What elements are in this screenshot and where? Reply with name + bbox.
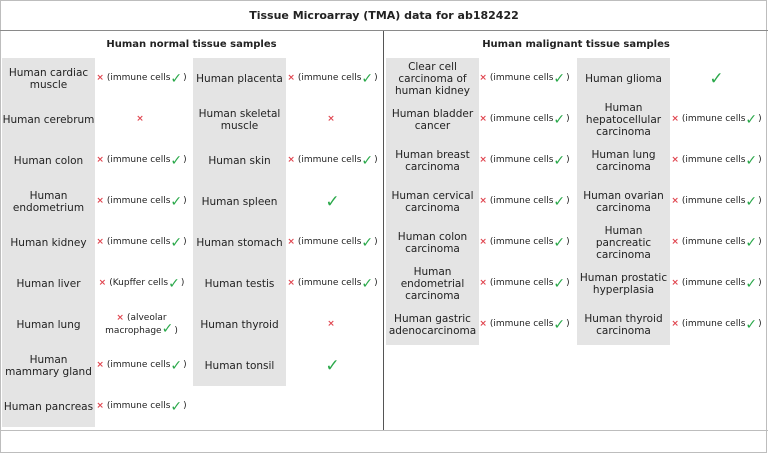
tissue-name-cell: Human cardiac muscle xyxy=(2,58,95,99)
positive-icon: ✓ xyxy=(170,234,183,251)
result-note: (immune cells xyxy=(489,196,554,206)
result-note: (immune cells xyxy=(106,237,171,247)
positive-icon: ✓ xyxy=(553,275,566,292)
malignant-tissue-column-2 xyxy=(577,58,670,345)
malignant-result-column-1 xyxy=(478,58,571,345)
result-cell xyxy=(286,304,379,345)
result-note: macrophage xyxy=(105,325,162,336)
positive-icon: ✓ xyxy=(745,316,758,333)
positive-icon: ✓ xyxy=(170,357,183,374)
result-note-close: ) xyxy=(183,155,187,165)
tissue-name-cell: Clear cell carcinoma of human kidney xyxy=(386,58,479,99)
result-note: (immune cells xyxy=(681,155,746,165)
positive-icon: ✓ xyxy=(361,234,374,251)
tissue-name-cell: Human stomach xyxy=(193,222,286,263)
result-note: (Kupffer cells xyxy=(109,278,169,288)
positive-icon: ✓ xyxy=(325,191,340,212)
positive-icon: ✓ xyxy=(745,111,758,128)
tissue-name-cell: Human colon xyxy=(2,140,95,181)
normal-result-column-2 xyxy=(286,58,379,386)
positive-icon: ✓ xyxy=(170,398,183,415)
result-note-close: ) xyxy=(758,155,762,165)
result-note-close: ) xyxy=(183,196,187,206)
negative-icon: × xyxy=(671,114,679,124)
positive-icon: ✓ xyxy=(553,316,566,333)
positive-icon: ✓ xyxy=(170,152,183,169)
result-cell xyxy=(286,181,379,222)
positive-icon: ✓ xyxy=(709,68,724,89)
result-note-close: ) xyxy=(374,155,378,165)
negative-icon: × xyxy=(479,155,487,165)
result-note: (immune cells xyxy=(681,278,746,288)
result-note-close: ) xyxy=(566,114,570,124)
result-note-close: ) xyxy=(566,196,570,206)
positive-icon: ✓ xyxy=(553,234,566,251)
tissue-name-cell: Human endometrium xyxy=(2,181,95,222)
result-cell xyxy=(95,263,188,304)
result-note-close: ) xyxy=(758,278,762,288)
normal-tissue-column-1 xyxy=(2,58,95,427)
negative-icon: × xyxy=(479,278,487,288)
result-note-close: ) xyxy=(180,278,185,288)
positive-icon: ✓ xyxy=(170,70,183,87)
tissue-name-cell: Human testis xyxy=(193,263,286,304)
result-note: (immune cells xyxy=(106,73,171,83)
result-note-close: ) xyxy=(566,319,570,329)
negative-icon: × xyxy=(287,155,295,165)
negative-icon: × xyxy=(96,155,104,165)
tissue-name-cell: Human skeletal muscle xyxy=(193,99,286,140)
result-note: (immune cells xyxy=(297,278,362,288)
negative-icon: × xyxy=(287,278,295,288)
result-note-close: ) xyxy=(374,73,378,83)
tissue-name-cell: Human mammary gland xyxy=(2,345,95,386)
normal-result-column-1 xyxy=(95,58,188,427)
result-cell xyxy=(670,99,763,140)
positive-icon: ✓ xyxy=(161,320,174,337)
negative-icon: × xyxy=(136,114,144,124)
result-cell xyxy=(478,263,571,304)
result-note: (immune cells xyxy=(106,360,171,370)
tissue-name-cell: Human pancreas xyxy=(2,386,95,427)
result-note: (immune cells xyxy=(489,114,554,124)
result-cell xyxy=(670,263,763,304)
positive-icon: ✓ xyxy=(553,193,566,210)
negative-icon: × xyxy=(96,196,104,206)
positive-icon: ✓ xyxy=(553,70,566,87)
tissue-name-cell: Human cervical carcinoma xyxy=(386,181,479,222)
negative-icon: × xyxy=(116,312,124,323)
result-note-close: ) xyxy=(374,237,378,247)
tissue-name-cell: Human spleen xyxy=(193,181,286,222)
result-note: (immune cells xyxy=(489,237,554,247)
result-note-close: ) xyxy=(183,401,187,411)
result-note: (immune cells xyxy=(489,278,554,288)
tissue-name-cell: Human kidney xyxy=(2,222,95,263)
negative-icon: × xyxy=(327,319,335,329)
result-cell xyxy=(478,58,571,99)
normal-section-heading: Human normal tissue samples xyxy=(106,39,277,50)
result-cell xyxy=(95,99,188,140)
tissue-name-cell: Human lung xyxy=(2,304,95,345)
negative-icon: × xyxy=(287,73,295,83)
result-note-close: ) xyxy=(566,237,570,247)
tissue-name-cell: Human liver xyxy=(2,263,95,304)
result-note-close: ) xyxy=(374,278,378,288)
negative-icon: × xyxy=(96,237,104,247)
positive-icon: ✓ xyxy=(170,193,183,210)
negative-icon: × xyxy=(98,278,107,288)
result-note-close: ) xyxy=(758,196,762,206)
result-note-close: ) xyxy=(758,319,762,329)
positive-icon: ✓ xyxy=(745,275,758,292)
tissue-name-cell: Human pancreatic carcinoma xyxy=(577,222,670,263)
result-cell xyxy=(478,181,571,222)
tissue-name-cell: Human glioma xyxy=(577,58,670,99)
result-note: (immune cells xyxy=(681,237,746,247)
result-cell xyxy=(95,140,188,181)
result-note: (immune cells xyxy=(489,155,554,165)
malignant-result-column-2 xyxy=(670,58,763,345)
positive-icon: ✓ xyxy=(553,152,566,169)
negative-icon: × xyxy=(96,73,104,83)
result-cell xyxy=(478,140,571,181)
tissue-name-cell: Human gastric adenocarcinoma xyxy=(386,304,479,345)
result-note: (immune cells xyxy=(489,73,554,83)
negative-icon: × xyxy=(479,73,487,83)
negative-icon: × xyxy=(479,237,487,247)
tissue-name-cell: Human colon carcinoma xyxy=(386,222,479,263)
result-note: (immune cells xyxy=(681,114,746,124)
tissue-name-cell: Human thyroid xyxy=(193,304,286,345)
result-note: (immune cells xyxy=(297,237,362,247)
result-note-close: ) xyxy=(758,237,762,247)
positive-icon: ✓ xyxy=(168,275,180,292)
result-cell xyxy=(286,222,379,263)
malignant-tissue-column-1 xyxy=(386,58,479,345)
negative-icon: × xyxy=(479,196,487,206)
normal-tissue-column-2 xyxy=(193,58,286,386)
positive-icon: ✓ xyxy=(361,152,374,169)
result-cell xyxy=(670,140,763,181)
tissue-name-cell: Human breast carcinoma xyxy=(386,140,479,181)
tissue-name-cell: Human skin xyxy=(193,140,286,181)
result-note-close: ) xyxy=(566,73,570,83)
result-note: (immune cells xyxy=(489,319,554,329)
positive-icon: ✓ xyxy=(745,152,758,169)
result-note: (immune cells xyxy=(681,196,746,206)
result-note: (immune cells xyxy=(297,73,362,83)
tissue-name-cell: Human thyroid carcinoma xyxy=(577,304,670,345)
result-note-close: ) xyxy=(174,325,178,336)
positive-icon: ✓ xyxy=(361,70,374,87)
result-note-close: ) xyxy=(183,237,187,247)
section-divider xyxy=(383,31,384,431)
negative-icon: × xyxy=(96,401,104,411)
tissue-name-cell: Human ovarian carcinoma xyxy=(577,181,670,222)
result-note: (immune cells xyxy=(681,319,746,329)
negative-icon: × xyxy=(479,114,487,124)
tissue-name-cell: Human hepatocellular carcinoma xyxy=(577,99,670,140)
tissue-name-cell: Human placenta xyxy=(193,58,286,99)
tissue-name-cell: Human lung carcinoma xyxy=(577,140,670,181)
result-cell xyxy=(95,304,188,345)
negative-icon: × xyxy=(671,319,679,329)
result-cell xyxy=(95,58,188,99)
tissue-name-cell: Human prostatic hyperplasia xyxy=(577,263,670,304)
result-cell xyxy=(286,99,379,140)
result-note-line xyxy=(105,320,178,337)
result-cell xyxy=(95,181,188,222)
result-note-close: ) xyxy=(566,278,570,288)
result-note: (immune cells xyxy=(297,155,362,165)
result-cell xyxy=(286,263,379,304)
result-cell xyxy=(95,345,188,386)
positive-icon: ✓ xyxy=(361,275,374,292)
result-note-line xyxy=(116,313,166,324)
result-cell xyxy=(670,58,763,99)
tissue-name-cell: Human tonsil xyxy=(193,345,286,386)
result-cell xyxy=(670,222,763,263)
result-cell xyxy=(286,140,379,181)
tissue-name-cell: Human cerebrum xyxy=(2,99,95,140)
result-cell xyxy=(95,386,188,427)
result-cell xyxy=(286,58,379,99)
negative-icon: × xyxy=(671,155,679,165)
tissue-name-cell: Human endometrial carcinoma xyxy=(386,263,479,304)
negative-icon: × xyxy=(671,237,679,247)
result-note: (immune cells xyxy=(106,401,171,411)
result-note-close: ) xyxy=(566,155,570,165)
negative-icon: × xyxy=(671,196,679,206)
result-note-close: ) xyxy=(183,360,187,370)
result-cell xyxy=(478,99,571,140)
result-cell xyxy=(670,181,763,222)
result-cell xyxy=(670,304,763,345)
positive-icon: ✓ xyxy=(325,355,340,376)
tissue-name-cell: Human bladder cancer xyxy=(386,99,479,140)
result-note: (immune cells xyxy=(106,155,171,165)
result-note-close: ) xyxy=(758,114,762,124)
result-cell xyxy=(478,222,571,263)
negative-icon: × xyxy=(671,278,679,288)
negative-icon: × xyxy=(96,360,104,370)
malignant-section-heading: Human malignant tissue samples xyxy=(482,39,670,50)
positive-icon: ✓ xyxy=(745,193,758,210)
bottom-rule xyxy=(0,430,768,431)
negative-icon: × xyxy=(287,237,295,247)
positive-icon: ✓ xyxy=(553,111,566,128)
negative-icon: × xyxy=(479,319,487,329)
result-cell xyxy=(286,345,379,386)
result-cell xyxy=(95,222,188,263)
result-cell xyxy=(478,304,571,345)
positive-icon: ✓ xyxy=(745,234,758,251)
result-note: (immune cells xyxy=(106,196,171,206)
result-note: (alveolar xyxy=(126,312,167,323)
page-title: Tissue Microarray (TMA) data for ab182422 xyxy=(0,0,768,31)
result-note-close: ) xyxy=(183,73,187,83)
negative-icon: × xyxy=(327,114,335,124)
